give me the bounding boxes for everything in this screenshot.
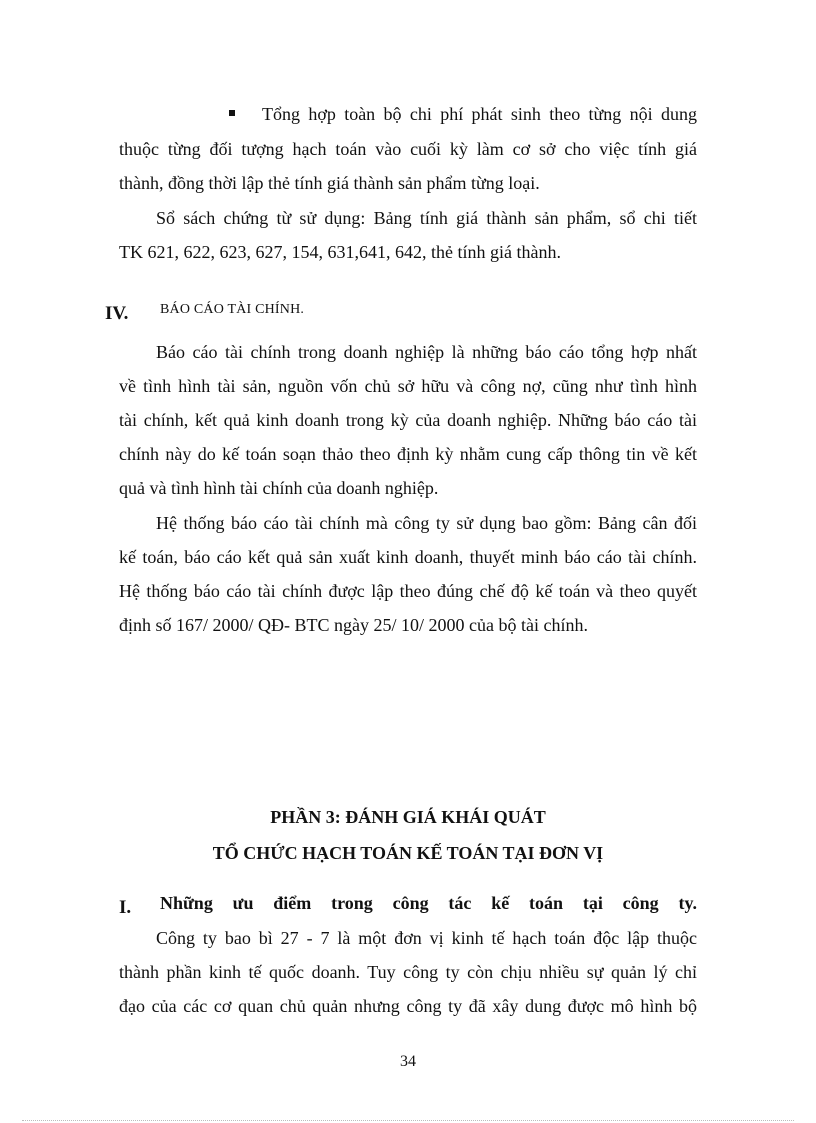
page-number: 34 — [400, 1053, 416, 1070]
paragraph-line: thành phần kinh tế quốc doanh. Tuy công ty còn chịu nhiều sự quản lý chỉ — [119, 962, 697, 982]
section-iv-number: IV. — [105, 303, 129, 324]
paragraph-line: tài chính, kết quả kinh doanh trong kỳ của doanh nghiệp. Những báo cáo tài — [119, 410, 697, 430]
paragraph-line: quả và tình hình tài chính của doanh nghiệp. — [119, 478, 439, 498]
paragraph-line: định số 167/ 2000/ QĐ- BTC ngày 25/ 10/ 2000 của bộ tài chính. — [119, 615, 588, 635]
paragraph-line: Báo cáo tài chính trong doanh nghiệp là những báo cáo tổng hợp nhất — [156, 342, 697, 362]
paragraph-line: Hệ thống báo cáo tài chính mà công ty sử dụng bao gồm: Bảng cân đối — [156, 513, 697, 533]
bullet-text-line: Tổng hợp toàn bộ chi phí phát sinh theo từng nội dung — [262, 104, 697, 124]
books-text-line: Sổ sách chứng từ sử dụng: Bảng tính giá thành sản phẩm, sổ chi tiết — [156, 208, 697, 228]
bullet-text-line: thuộc từng đối tượng hạch toán vào cuối kỳ làm cơ sở cho việc tính giá — [119, 139, 697, 159]
section-i-title: Những ưu điểm trong công tác kế toán tại công ty. — [160, 893, 697, 913]
paragraph-line: kế toán, báo cáo kết quả sản xuất kinh doanh, thuyết minh báo cáo tài chính. — [119, 547, 697, 567]
paragraph-line: chính này do kế toán soạn thảo theo định kỳ nhằm cung cấp thông tin về kết — [119, 444, 697, 464]
paragraph-line: Công ty bao bì 27 - 7 là một đơn vị kinh tế hạch toán độc lập thuộc — [156, 928, 697, 948]
paragraph-line: Hệ thống báo cáo tài chính được lập theo đúng chế độ kế toán và theo quyết — [119, 581, 697, 601]
section-iv-title: BÁO CÁO TÀI CHÍNH. — [160, 302, 305, 317]
page-bottom-divider — [22, 1120, 794, 1121]
books-text-line: TK 621, 622, 623, 627, 154, 631,641, 642, thẻ tính giá thành. — [119, 242, 561, 262]
bullet-square-icon — [229, 110, 235, 116]
part-three-heading-line1: PHẦN 3: ĐÁNH GIÁ KHÁI QUÁT — [270, 807, 546, 827]
section-i-number: I. — [119, 897, 132, 918]
paragraph-line: đạo của các cơ quan chủ quản nhưng công ty đã xây dung được mô hình bộ — [119, 996, 697, 1016]
part-three-heading-line2: TỔ CHỨC HẠCH TOÁN KẾ TOÁN TẠI ĐƠN VỊ — [212, 843, 604, 863]
paragraph-line: về tình hình tài sản, nguồn vốn chủ sở hữu và công nợ, cũng như tình hình — [119, 376, 697, 396]
bullet-text-line: thành, đồng thời lập thẻ tính giá thành sản phẩm từng loại. — [119, 173, 540, 193]
